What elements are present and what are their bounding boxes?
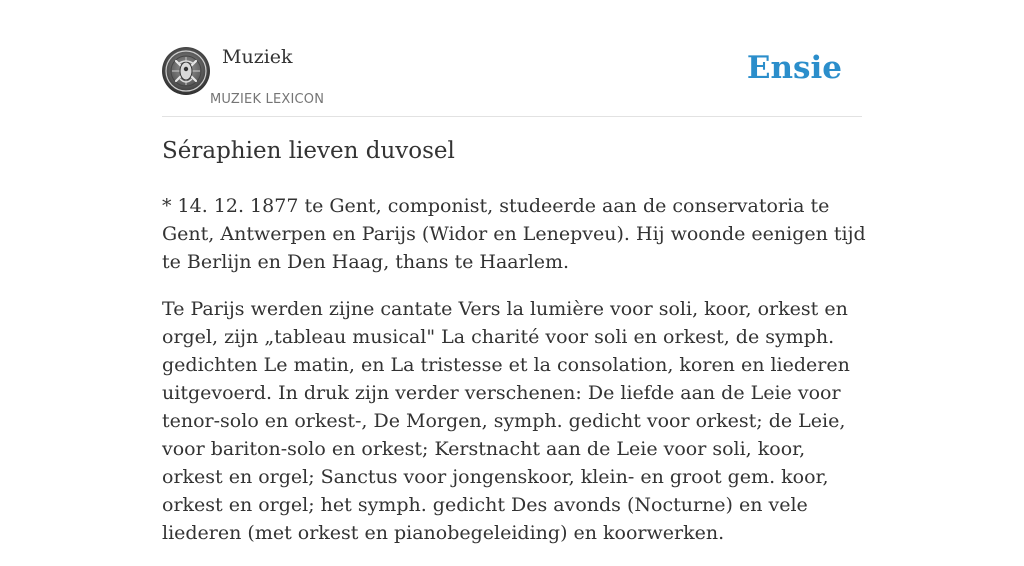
page-title: Séraphien lieven duvosel <box>162 138 455 164</box>
article-body <box>162 192 866 566</box>
article-paragraph: Te Parijs werden zijne cantate Vers la lumière voor soli, koor, orkest en orgel, zijn „tableau musical" La charité voor soli en orkest, de symph. gedichten Le matin, en La tristesse et la consolation, koren en liederen uitgevoerd. In druk zijn verder verschenen: De liefde aan de Leie voor tenor-solo en orkest-, De Morgen, symph. gedicht voor orkest; de Leie, voor bariton-solo en orkest; Kerstnacht aan de Leie voor soli, koor, orkest en orgel; Sanctus voor jongenskoor, klein- en groot gem. koor, orkest en orgel; het symph. gedicht Des avonds (Nocturne) en vele liederen (met orkest en pianobegeleiding) en koorwerken. <box>162 298 850 544</box>
category-link[interactable]: Muziek <box>222 46 293 68</box>
music-lexicon-emblem-icon[interactable] <box>162 47 210 95</box>
brand-logo[interactable]: Ensie <box>746 50 842 86</box>
site-subtitle: MUZIEK LEXICON <box>210 92 325 107</box>
article-paragraph: * 14. 12. 1877 te Gent, componist, studeerde aan de conservatoria te Gent, Antwerpen en Parijs (Widor en Lenepveu). Hij woonde eenigen tijd te Berlijn en Den Haag, thans te Haarlem. <box>162 195 866 273</box>
site-header <box>162 40 862 117</box>
